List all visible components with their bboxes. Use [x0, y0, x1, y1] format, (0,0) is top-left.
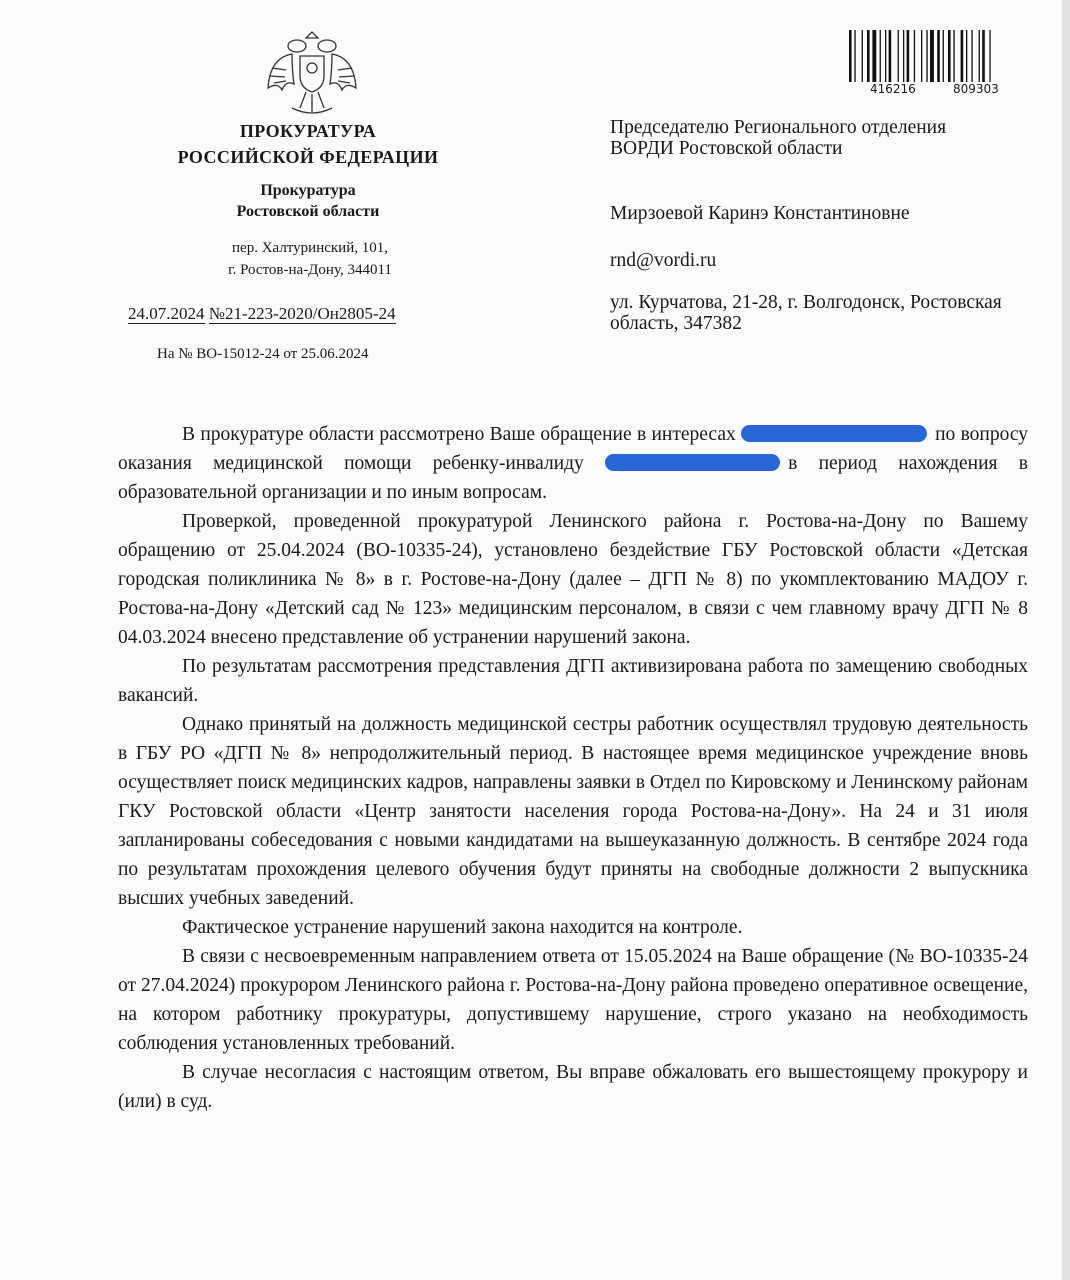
paragraph-3: По результатам рассмотрения представления ДГП активизирована работа по замещению свободных вакансий. — [118, 656, 1028, 706]
barcode-right-digits: 809303 — [953, 82, 999, 96]
letter-body — [118, 420, 1028, 1116]
coat-of-arms-emblem — [262, 28, 362, 120]
sub-org-line-1: Прокуратура — [260, 182, 356, 199]
registration-sign: № — [208, 304, 225, 323]
barcode — [845, 28, 1031, 104]
registration-line — [128, 302, 396, 326]
barcode-left-digits: 416216 — [870, 82, 916, 96]
registration-date: 24.07.2024 — [128, 304, 205, 323]
recipient-position: Председателю Регионального отделения ВОРДИ Ростовской области — [610, 117, 947, 159]
paragraph-5: Фактическое устранение нарушений закона находится на контроле. — [182, 917, 743, 938]
recipient-name: Мирзоевой Каринэ Константиновне — [610, 203, 910, 224]
paragraph-1-middle: по вопросу оказания медицинской помощи ребенку-инвалиду — [118, 424, 1028, 474]
sender-address — [140, 237, 480, 281]
paragraph-7: В случае несогласия с настоящим ответом, Вы вправе обжаловать его вышестоящему прокурору и (или) в суд. — [118, 1062, 1028, 1112]
paragraph-1 — [118, 420, 1028, 507]
barcode-bars — [849, 30, 1025, 84]
org-line-2: РОССИЙСКОЙ ФЕДЕРАЦИИ — [177, 147, 439, 167]
sender-address-line-2: г. Ростов-на-Дону, 344011 — [228, 262, 392, 278]
recipient-address: ул. Курчатова, 21-28, г. Волгодонск, Ростовская область, 347382 — [610, 292, 1002, 334]
reply-reference: На № ВО-15012-24 от 25.06.2024 — [157, 346, 369, 362]
redaction-mark — [605, 454, 780, 471]
registration-number: 21-223-2020/Он2805-24 — [224, 304, 396, 323]
paragraph-1-start: В прокуратуре области рассмотрено Ваше обращение в интересах — [182, 424, 736, 445]
redaction-mark — [741, 425, 927, 442]
paragraph-1-end: в период нахождения в образовательной организации и по иным вопросам. — [118, 453, 1029, 503]
org-heading — [130, 118, 486, 170]
recipient-email: rnd@vordi.ru — [610, 250, 717, 271]
sub-org-line-2: Ростовской области — [236, 203, 380, 220]
paragraph-4: Однако принятый на должность медицинской сестры работник осуществлял трудовую деятельность в ГБУ РО «ДГП № 8» непродолжительный период. В настоящее время медицинское учреждение вновь осуществляет поиск медицинских кадров, направлены заявки в Отдел по Кировскому и Ленинскому районам ГКУ Ростовской области «Центр занятости населения города Ростова-на-Дону». На 24 и 31 июля запланированы собеседования с новыми кандидатами на вышеуказанную должность. В сентябре 2024 года по результатам прохождения целевого обучения будут приняты на свободные должности 2 выпускника высших учебных заведений. — [118, 714, 1028, 909]
paragraph-2: Проверкой, проведенной прокуратурой Ленинского района г. Ростова-на-Дону по Вашему обращению от 25.04.2024 (ВО-10335-24), установлено бездействие ГБУ Ростовской области «Детская городская поликлиника № 8» в г. Ростове-на-Дону (далее – ДГП № 8) по укомплектованию МАДОУ г. Ростова-на-Дону «Детский сад № 123» медицинским персоналом, в связи с чем главному врачу ДГП № 8 04.03.2024 внесено представление об устранении нарушений закона. — [118, 511, 1028, 648]
sender-address-line-1: пер. Халтуринский, 101, — [232, 240, 388, 256]
paragraph-6: В связи с несвоевременным направлением ответа от 15.05.2024 на Ваше обращение (№ ВО-10335-24 от 27.04.2024) прокурором Ленинского района г. Ростова-на-Дону района проведено оперативное освещение, на котором работнику прокуратуры, допустившему нарушение, строго указано на необходимость соблюдения установленных требований. — [118, 946, 1028, 1054]
org-line-1: ПРОКУРАТУРА — [239, 121, 377, 141]
page-edge — [1062, 0, 1070, 1280]
sub-org-heading — [130, 180, 486, 222]
